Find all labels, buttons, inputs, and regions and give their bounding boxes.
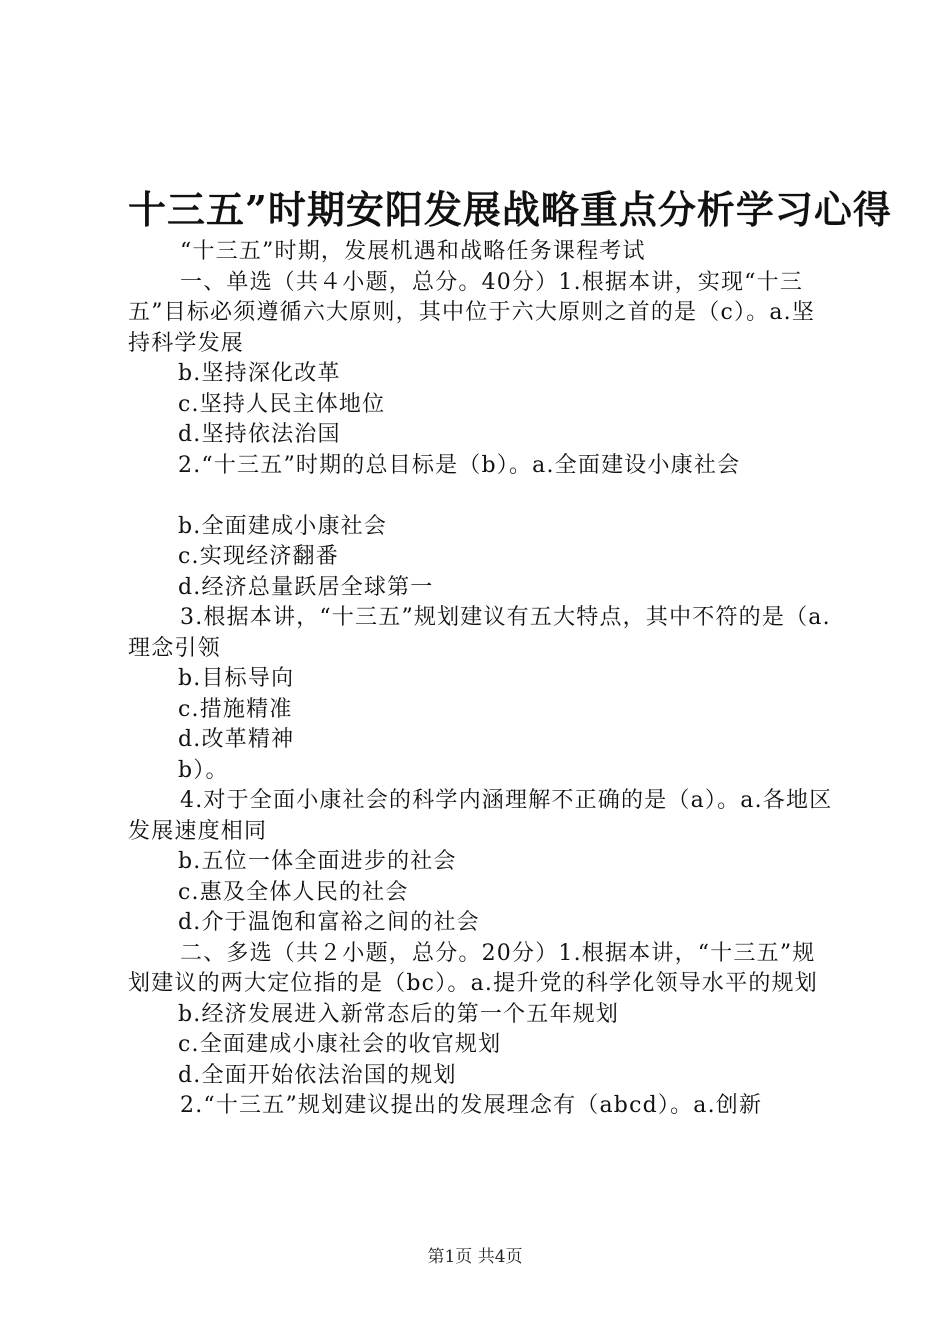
text-line: d.改革精神 xyxy=(178,727,295,752)
text-line: d.全面开始依法治国的规划 xyxy=(178,1062,457,1088)
text-line: b.五位一体全面进步的社会 xyxy=(178,849,457,874)
text-line: 2.“十三五”规划建议提出的发展理念有（abcd）。a.创新 xyxy=(180,1093,763,1118)
text-line: c.坚持人民主体地位 xyxy=(178,391,386,417)
document-subtitle: “十三五”时期，发展机遇和战略任务课程考试 xyxy=(180,239,646,264)
text-line: b.目标导向 xyxy=(178,666,295,691)
text-line: d.坚持依法治国 xyxy=(178,422,341,447)
document-body xyxy=(128,237,836,1122)
text-line: 二、多选（共２小题，总分。20分）1.根据本讲，“十三五”规划建议的两大定位指的是（bc）。a.提升党的科学化领导水平的规划 xyxy=(128,940,818,996)
text-line: b.坚持深化改革 xyxy=(178,361,341,386)
text-line: 一、单选（共４小题，总分。40分）1.根据本讲，实现“十三五”目标必须遵循六大原则，其中位于六大原则之首的是（c）。a.坚持科学发展 xyxy=(128,269,816,356)
text-line: c.惠及全体人民的社会 xyxy=(178,879,409,905)
blank-line xyxy=(128,481,836,512)
text-line: c.全面建成小康社会的收官规划 xyxy=(178,1032,502,1057)
text-line: c.措施精准 xyxy=(178,696,293,722)
text-line: b.全面建成小康社会 xyxy=(178,513,388,539)
text-line: d.经济总量跃居全球第一 xyxy=(178,574,434,600)
text-line: 2.“十三五”时期的总目标是（b）。a.全面建设小康社会 xyxy=(178,452,741,478)
text-line: 3.根据本讲，“十三五”规划建议有五大特点，其中不符的是（a.理念引领 xyxy=(128,605,831,661)
text-line: b.经济发展进入新常态后的第一个五年规划 xyxy=(178,1001,620,1027)
text-line: d.介于温饱和富裕之间的社会 xyxy=(178,910,480,935)
text-line: b）。 xyxy=(178,757,229,783)
text-line: c.实现经济翻番 xyxy=(178,544,339,569)
page-footer: 第1页 共4页 xyxy=(427,1247,523,1267)
text-line: 4.对于全面小康社会的科学内涵理解不正确的是（a）。a.各地区发展速度相同 xyxy=(128,788,833,844)
document-title: 十三五”时期安阳发展战略重点分析学习心得 xyxy=(128,187,892,232)
question-list xyxy=(128,268,836,1122)
